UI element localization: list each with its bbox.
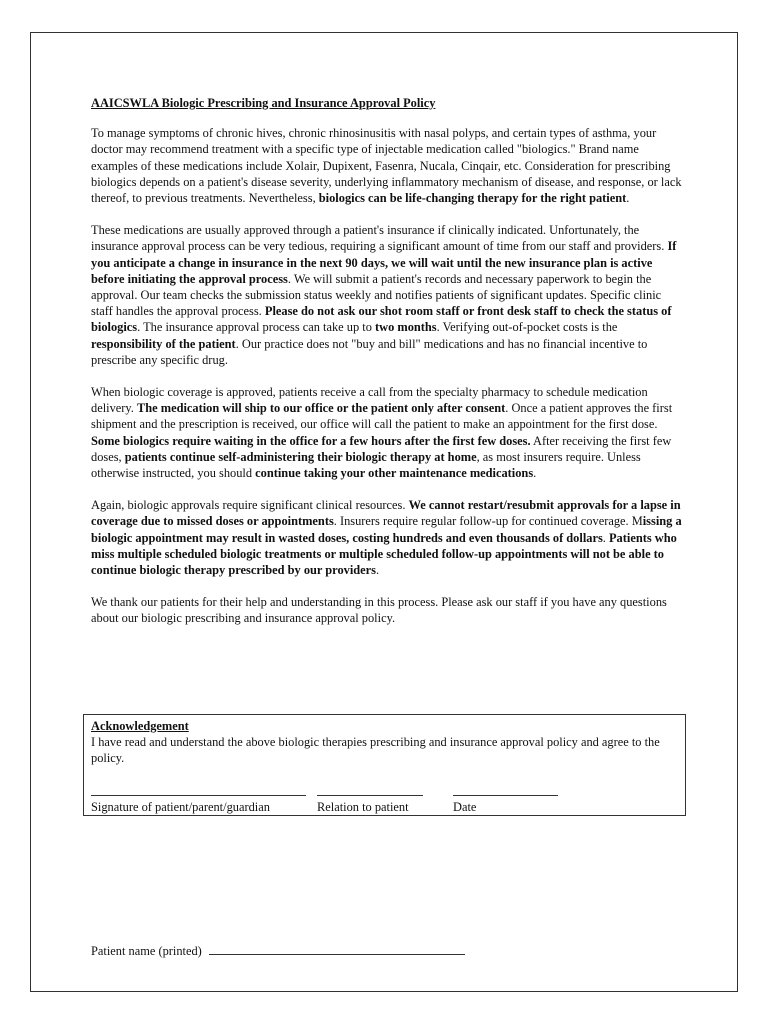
patient-name-field[interactable]	[209, 944, 465, 955]
text-run: .	[626, 191, 630, 206]
acknowledgement-text: I have read and understand the above biologic therapies prescribing and insurance approval policy and agree to the policy.	[91, 735, 660, 766]
policy-body	[91, 125, 683, 626]
bold-text: patients continue self-administering their biologic therapy at home	[124, 449, 477, 464]
text-run: . Once a patient approves the first shipment and the prescription is received, our office will call the patient to make an appointment for the first dose.	[91, 401, 673, 432]
text-run: Again, biologic approvals require significant clinical resources.	[91, 498, 409, 513]
text-run: To manage symptoms of chronic hives, chronic rhinosinusitis with nasal polyps, and certain types of asthma, your doctor may recommend treatment with a specific type of injectable medication called "biologics." Brand name examples of these medications include Xolair, Dupixent, Fasenra, Nucala, Cinqair, etc. Consideration for prescribing biologics depends on a patient's disease severity, underlying inflammatory mechanism of disease, and response, or lack thereof, to previous treatments. Nevertheless,	[91, 126, 682, 206]
patient-name-row	[91, 944, 465, 959]
bold-text: Patients who miss multiple scheduled biologic treatments or multiple scheduled follow-up appointments will not be able to continue biologic therapy prescribed by our providers	[91, 530, 677, 578]
text-run: . Our practice does not "buy and bill" medications and has no financial incentive to prescribe any specific drug.	[91, 336, 648, 367]
policy-paragraph	[91, 497, 683, 578]
bold-text: biologics can be life-changing therapy for the right patient	[318, 191, 627, 206]
text-run: We thank our patients for their help and understanding in this process. Please ask our staff if you have any questions about our biologic prescribing and insurance approval policy.	[91, 595, 667, 626]
text-run: These medications are usually approved through a patient's insurance if clinically indicated. Unfortunately, the insurance approval process can be very tedious, requiring a significant amount of time from our staff and providers.	[91, 223, 668, 254]
text-run: . Verifying out-of-pocket costs is the	[436, 320, 618, 335]
signature-lines	[91, 785, 676, 799]
date-label: Date	[453, 800, 477, 814]
bold-text: responsibility of the patient	[91, 336, 236, 351]
policy-paragraph	[91, 594, 683, 626]
patient-name-label: Patient name (printed)	[91, 944, 202, 958]
acknowledgement-title: Acknowledgement	[91, 719, 189, 733]
bold-text: issing a biologic appointment may result in wasted doses, costing hundreds and even thousands of dollars	[91, 514, 682, 545]
signature-field[interactable]	[91, 795, 306, 796]
policy-paragraph	[91, 384, 683, 481]
policy-paragraph	[91, 222, 683, 368]
document-title: AAICSWLA Biologic Prescribing and Insurance Approval Policy	[91, 96, 436, 110]
bold-text: Please do not ask our shot room staff or front desk staff to check the status of biologics	[91, 304, 672, 335]
text-run: . We will submit a patient's records and necessary paperwork to begin the approval. Our team checks the submission status weekly and notifies patients of significant updates. Specific clinic staff handles the approval process.	[91, 271, 662, 319]
text-run: .	[533, 466, 537, 481]
policy-document	[91, 95, 683, 643]
text-run: . The insurance approval process can take up to	[137, 320, 376, 335]
policy-paragraph	[91, 125, 683, 206]
relation-field[interactable]	[317, 795, 423, 796]
text-run: , as most insurers require. Unless otherwise instructed, you should	[91, 449, 641, 481]
date-field[interactable]	[453, 795, 558, 796]
relation-label: Relation to patient	[317, 800, 409, 814]
bold-text: We cannot restart/resubmit approvals for a lapse in coverage due to missed doses or appointments	[91, 498, 681, 529]
bold-text: Some biologics require waiting in the office for a few hours after the first few doses.	[91, 433, 531, 448]
acknowledgement-box	[83, 714, 686, 816]
bold-text: The medication will ship to our office or the patient only after consent	[137, 401, 506, 416]
text-run: . Insurers require regular follow-up for continued coverage. M	[333, 514, 643, 529]
text-run: .	[602, 530, 609, 545]
bold-text: continue taking your other maintenance medications	[255, 466, 534, 481]
text-run: .	[376, 563, 380, 578]
bold-text: If you anticipate a change in insurance in the next 90 days, we will wait until the new insurance plan is active before initiating the approval process	[91, 239, 677, 286]
text-run: After receiving the first few doses,	[91, 433, 672, 464]
text-run: When biologic coverage is approved, patients receive a call from the specialty pharmacy to schedule medication delivery.	[91, 385, 648, 416]
signature-label: Signature of patient/parent/guardian	[91, 800, 270, 814]
bold-text: two months	[375, 320, 437, 335]
